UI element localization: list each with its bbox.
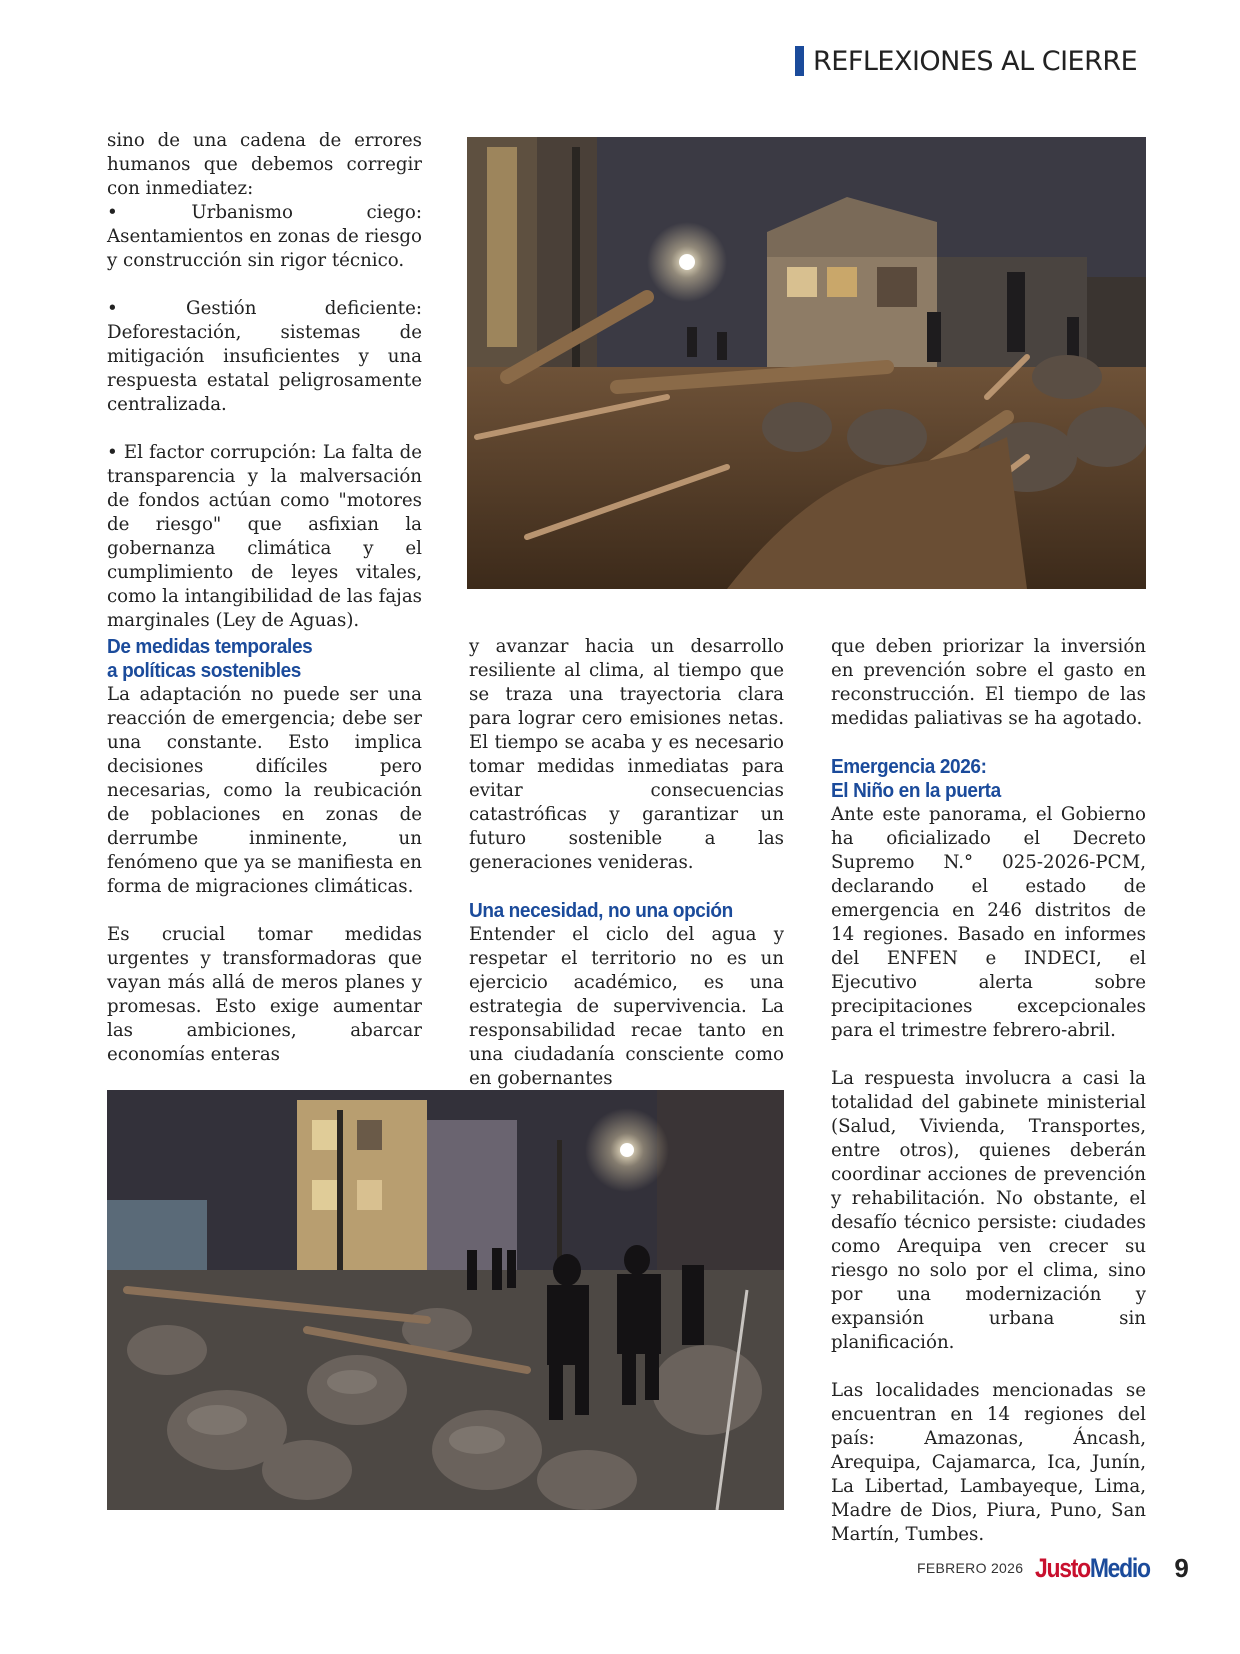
column-right xyxy=(831,635,1146,1547)
bullet-urbanismo: • Urbanismo ciego: Asentamientos en zonas de riesgo y construcción sin rigor técnico. xyxy=(107,202,422,271)
photo-landslide-debris-night-drawing xyxy=(467,137,1146,589)
section-header xyxy=(795,46,1137,76)
page-number: 9 xyxy=(1174,1552,1189,1583)
page-footer xyxy=(917,1553,1189,1583)
photo-people-crossing-rocks-night-drawing xyxy=(107,1090,784,1510)
subheading-line: De medidas temporales xyxy=(107,636,313,658)
bullet-corrupcion: • El factor corrupción: La falta de transparencia y la malversación de fondos actúan como "motores de riesgo" que asfixian la gobernanza climática y el cumplimiento de leyes vitales, como la intangibilidad de las fajas marginales (Ley de Aguas). xyxy=(107,442,422,631)
paragraph: sino de una cadena de errores humanos que debemos corregir con inmediatez: xyxy=(107,130,422,199)
subheading-necesidad: Una necesidad, no una opción xyxy=(469,900,733,922)
column-left-top xyxy=(107,129,422,633)
paragraph: Es crucial tomar medidas urgentes y transformadoras que vayan más allá de meros planes y promesas. Esto exige aumentar las ambiciones, abarcar economías enteras xyxy=(107,924,422,1065)
bullet-gestion: • Gestión deficiente: Deforestación, sistemas de mitigación insuficientes y una respuesta estatal peligrosamente centralizada. xyxy=(107,298,422,415)
photo-landslide-debris-night xyxy=(467,137,1146,589)
magazine-logo xyxy=(1035,1553,1150,1584)
photo-people-crossing-rocks-night xyxy=(107,1090,784,1510)
subheading-line: El Niño en la puerta xyxy=(831,780,1001,802)
subheading-line: a políticas sostenibles xyxy=(107,660,302,682)
subheading-line: Emergencia 2026: xyxy=(831,756,987,778)
paragraph: Ante este panorama, el Gobierno ha oficializado el Decreto Supremo N.° 025-2026-PCM, declarando el estado de emergencia en 246 distritos de 14 regiones. Basado en informes del ENFEN e INDECI, el Ejecutivo alerta sobre precipitaciones excepcionales para el trimestre febrero-abril. xyxy=(831,804,1146,1041)
subheading-medidas xyxy=(107,635,406,683)
logo-part-justo: Justo xyxy=(1035,1552,1091,1583)
section-title: REFLEXIONES AL CIERRE xyxy=(813,45,1138,77)
paragraph: La adaptación no puede ser una reacción de emergencia; debe ser una constante. Esto implica decisiones difíciles pero necesarias, como la reubicación de poblaciones en zonas de derrumbe inminente, un fenómeno que ya se manifiesta en forma de migraciones climáticas. xyxy=(107,684,422,897)
paragraph: y avanzar hacia un desarrollo resiliente al clima, al tiempo que se traza una trayectoria clara para lograr cero emisiones netas. El tiempo se acaba y es necesario tomar medidas inmediatas para evitar consecuencias catastróficas y garantizar un futuro sostenible a las generaciones venideras. xyxy=(469,636,784,873)
paragraph: Entender el ciclo del agua y respetar el territorio no es un ejercicio académico, es una estrategia de supervivencia. La responsabilidad recae tanto en una ciudadanía consciente como en gobernantes xyxy=(469,924,784,1089)
paragraph: Las localidades mencionadas se encuentran en 14 regiones del país: Amazonas, Áncash, Arequipa, Cajamarca, Ica, Junín, La Libertad, Lambayeque, Lima, Madre de Dios, Piura, Puno, San Martín, Tumbes. xyxy=(831,1380,1146,1545)
paragraph: que deben priorizar la inversión en prevención sobre el gasto en reconstrucción. El tiempo de las medidas paliativas se ha agotado. xyxy=(831,636,1146,729)
issue-date: FEBRERO 2026 xyxy=(917,1560,1024,1576)
paragraph: La respuesta involucra a casi la totalidad del gabinete ministerial (Salud, Vivienda, Transportes, entre otros), quienes deberán coordinar acciones de prevención y rehabilitación. No obstante, el desafío técnico persiste: ciudades como Arequipa ven crecer su riesgo no solo por el clima, sino por una modernización y expansión urbana sin planificación. xyxy=(831,1068,1146,1353)
column-middle xyxy=(469,635,784,1091)
logo-part-medio: Medio xyxy=(1090,1552,1151,1583)
column-left-middle xyxy=(107,635,422,1067)
section-header-bar xyxy=(795,46,804,76)
subheading-emergencia xyxy=(831,755,1130,803)
